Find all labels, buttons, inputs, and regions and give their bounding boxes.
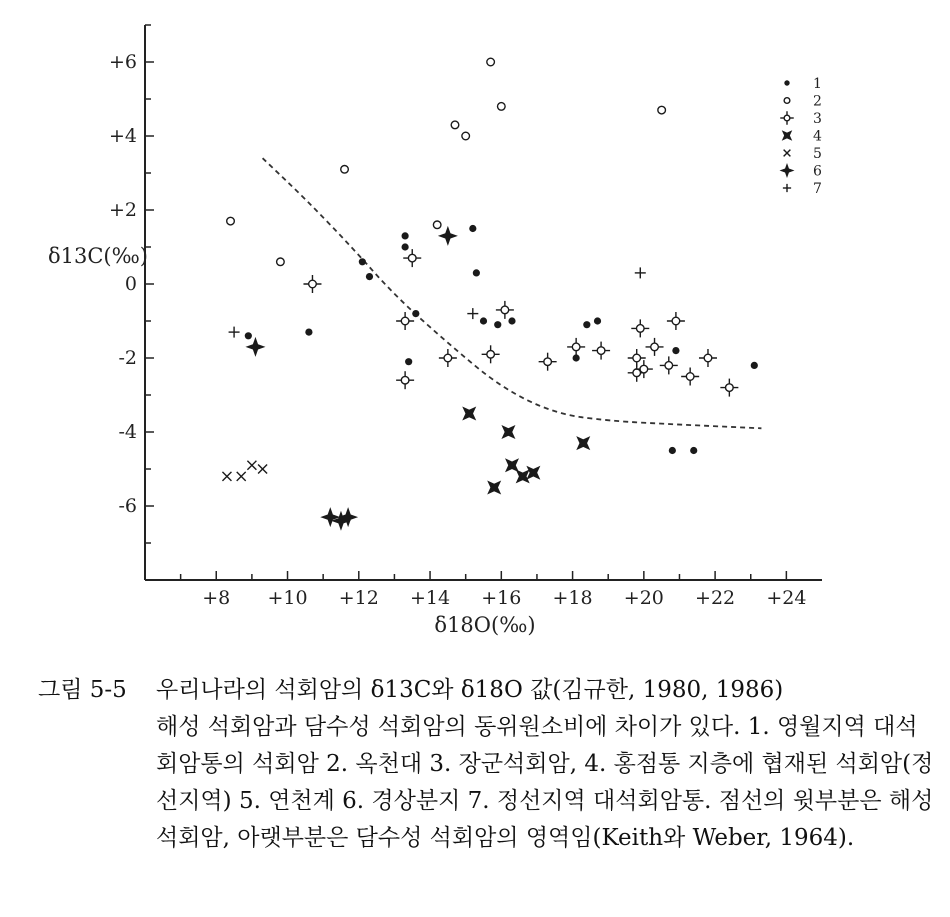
x-tick-label: +24 bbox=[766, 587, 807, 609]
legend-label: 1 bbox=[813, 76, 822, 92]
legend-marker bbox=[783, 184, 791, 192]
point-series-1 bbox=[583, 321, 590, 328]
point-series-4 bbox=[576, 436, 590, 450]
point-series-3 bbox=[667, 312, 685, 330]
point-series-3 bbox=[567, 338, 585, 356]
x-tick-label: +20 bbox=[623, 587, 664, 609]
point-series-3 bbox=[631, 319, 649, 337]
y-tick-label: 0 bbox=[124, 273, 137, 295]
point-series-4 bbox=[501, 425, 515, 439]
point-series-1 bbox=[594, 317, 601, 324]
legend-marker bbox=[784, 80, 789, 85]
legend-marker bbox=[784, 98, 790, 104]
point-series-3 bbox=[496, 301, 514, 319]
legend-label: 3 bbox=[813, 111, 822, 127]
point-series-5 bbox=[222, 472, 231, 481]
point-series-1 bbox=[405, 358, 412, 365]
point-series-6 bbox=[245, 337, 265, 357]
point-series-1 bbox=[366, 273, 373, 280]
point-series-2 bbox=[277, 258, 285, 266]
point-series-6 bbox=[320, 507, 340, 527]
x-tick-label: +14 bbox=[409, 587, 451, 609]
point-series-5 bbox=[237, 472, 246, 481]
point-series-6 bbox=[438, 226, 458, 246]
x-ticks bbox=[181, 571, 807, 609]
legend-item bbox=[780, 163, 823, 180]
point-series-2 bbox=[658, 106, 666, 114]
point-series-3 bbox=[396, 312, 414, 330]
point-series-1 bbox=[305, 329, 312, 336]
point-series-1 bbox=[473, 269, 480, 276]
marine-freshwater-boundary-line bbox=[263, 158, 762, 428]
point-series-4 bbox=[516, 469, 530, 483]
point-series-2 bbox=[451, 121, 459, 129]
point-series-1 bbox=[751, 362, 758, 369]
legend-item bbox=[783, 181, 822, 197]
legend-marker bbox=[782, 130, 793, 141]
point-series-3 bbox=[660, 356, 678, 374]
point-series-3 bbox=[720, 379, 738, 397]
point-series-1 bbox=[494, 321, 501, 328]
legend-item bbox=[784, 94, 822, 110]
legend-item bbox=[784, 76, 822, 92]
x-tick-label: +8 bbox=[202, 587, 231, 609]
point-series-1 bbox=[359, 258, 366, 265]
point-series-7 bbox=[635, 267, 646, 278]
x-tick-label: +18 bbox=[552, 587, 593, 609]
y-tick-label: +6 bbox=[108, 51, 137, 73]
point-series-1 bbox=[480, 317, 487, 324]
point-series-3 bbox=[539, 353, 557, 371]
caption-title: 우리나라의 석회암의 δ13C와 δ18O 값(김규한, 1980, 1986) bbox=[156, 677, 784, 703]
caption-body: 해성 석회암과 담수성 석회암의 동위원소비에 차이가 있다. 1. 영월지역 대석회암통의 석회암 2. 옥천대 3. 장군석회암, 4. 홍점통 지층에 협재된 석회암(정선지역) 5. 연천계 6. 경상분지 7. 정선지역 대석회암통. 점선의 윗부분은 해성 석회암, 아랫부분은 담수성 석회암의 영역임(Keith와 Weber, 1964). bbox=[156, 714, 934, 851]
point-series-4 bbox=[487, 481, 501, 495]
caption-label: 그림 5-5 bbox=[38, 677, 127, 703]
x-tick-label: +12 bbox=[338, 587, 379, 609]
point-series-3 bbox=[646, 338, 664, 356]
point-series-4 bbox=[526, 466, 540, 480]
point-series-1 bbox=[412, 310, 419, 317]
point-series-3 bbox=[681, 368, 699, 386]
point-series-3 bbox=[699, 349, 717, 367]
point-series-2 bbox=[227, 217, 235, 225]
point-series-3 bbox=[482, 345, 500, 363]
y-tick-label: -6 bbox=[118, 495, 137, 517]
y-tick-label: +4 bbox=[108, 125, 137, 147]
legend-label: 5 bbox=[813, 146, 822, 162]
figure-caption bbox=[38, 672, 938, 857]
y-tick-label: +2 bbox=[108, 199, 137, 221]
legend-label: 7 bbox=[813, 181, 822, 197]
point-series-1 bbox=[508, 317, 515, 324]
legend bbox=[780, 76, 823, 197]
point-series-3 bbox=[439, 349, 457, 367]
point-series-5 bbox=[258, 465, 267, 474]
point-series-7 bbox=[467, 308, 478, 319]
legend-marker bbox=[780, 111, 794, 125]
x-tick-label: +16 bbox=[481, 587, 522, 609]
point-series-2 bbox=[498, 103, 506, 111]
point-series-3 bbox=[403, 249, 421, 267]
point-series-1 bbox=[469, 225, 476, 232]
point-series-5 bbox=[247, 461, 256, 470]
point-series-2 bbox=[462, 132, 470, 140]
x-tick-label: +22 bbox=[695, 587, 736, 609]
point-series-4 bbox=[462, 407, 476, 421]
y-tick-label: -2 bbox=[118, 347, 137, 369]
data-points bbox=[222, 58, 757, 531]
point-series-2 bbox=[487, 58, 495, 66]
x-axis-title: δ18O(‰) bbox=[434, 613, 536, 637]
legend-label: 6 bbox=[813, 163, 822, 180]
point-series-7 bbox=[229, 327, 240, 338]
y-tick-label: -4 bbox=[118, 421, 137, 443]
legend-label: 2 bbox=[813, 93, 822, 110]
point-series-1 bbox=[402, 243, 409, 250]
point-series-3 bbox=[396, 371, 414, 389]
point-series-1 bbox=[690, 447, 697, 454]
legend-marker bbox=[784, 150, 791, 157]
x-tick-label: +10 bbox=[267, 587, 308, 609]
legend-item bbox=[782, 129, 822, 145]
point-series-1 bbox=[402, 232, 409, 239]
point-series-1 bbox=[245, 332, 252, 339]
point-series-1 bbox=[672, 347, 679, 354]
point-series-1 bbox=[669, 447, 676, 454]
y-axis-title: δ13C(‰) bbox=[48, 244, 148, 268]
point-series-3 bbox=[592, 342, 610, 360]
y-ticks bbox=[109, 25, 154, 543]
point-series-2 bbox=[341, 166, 349, 174]
point-series-3 bbox=[303, 275, 321, 293]
legend-marker bbox=[780, 163, 795, 178]
point-series-2 bbox=[433, 221, 441, 229]
legend-label: 4 bbox=[813, 128, 822, 145]
legend-item bbox=[784, 146, 822, 162]
legend-item bbox=[780, 111, 822, 127]
